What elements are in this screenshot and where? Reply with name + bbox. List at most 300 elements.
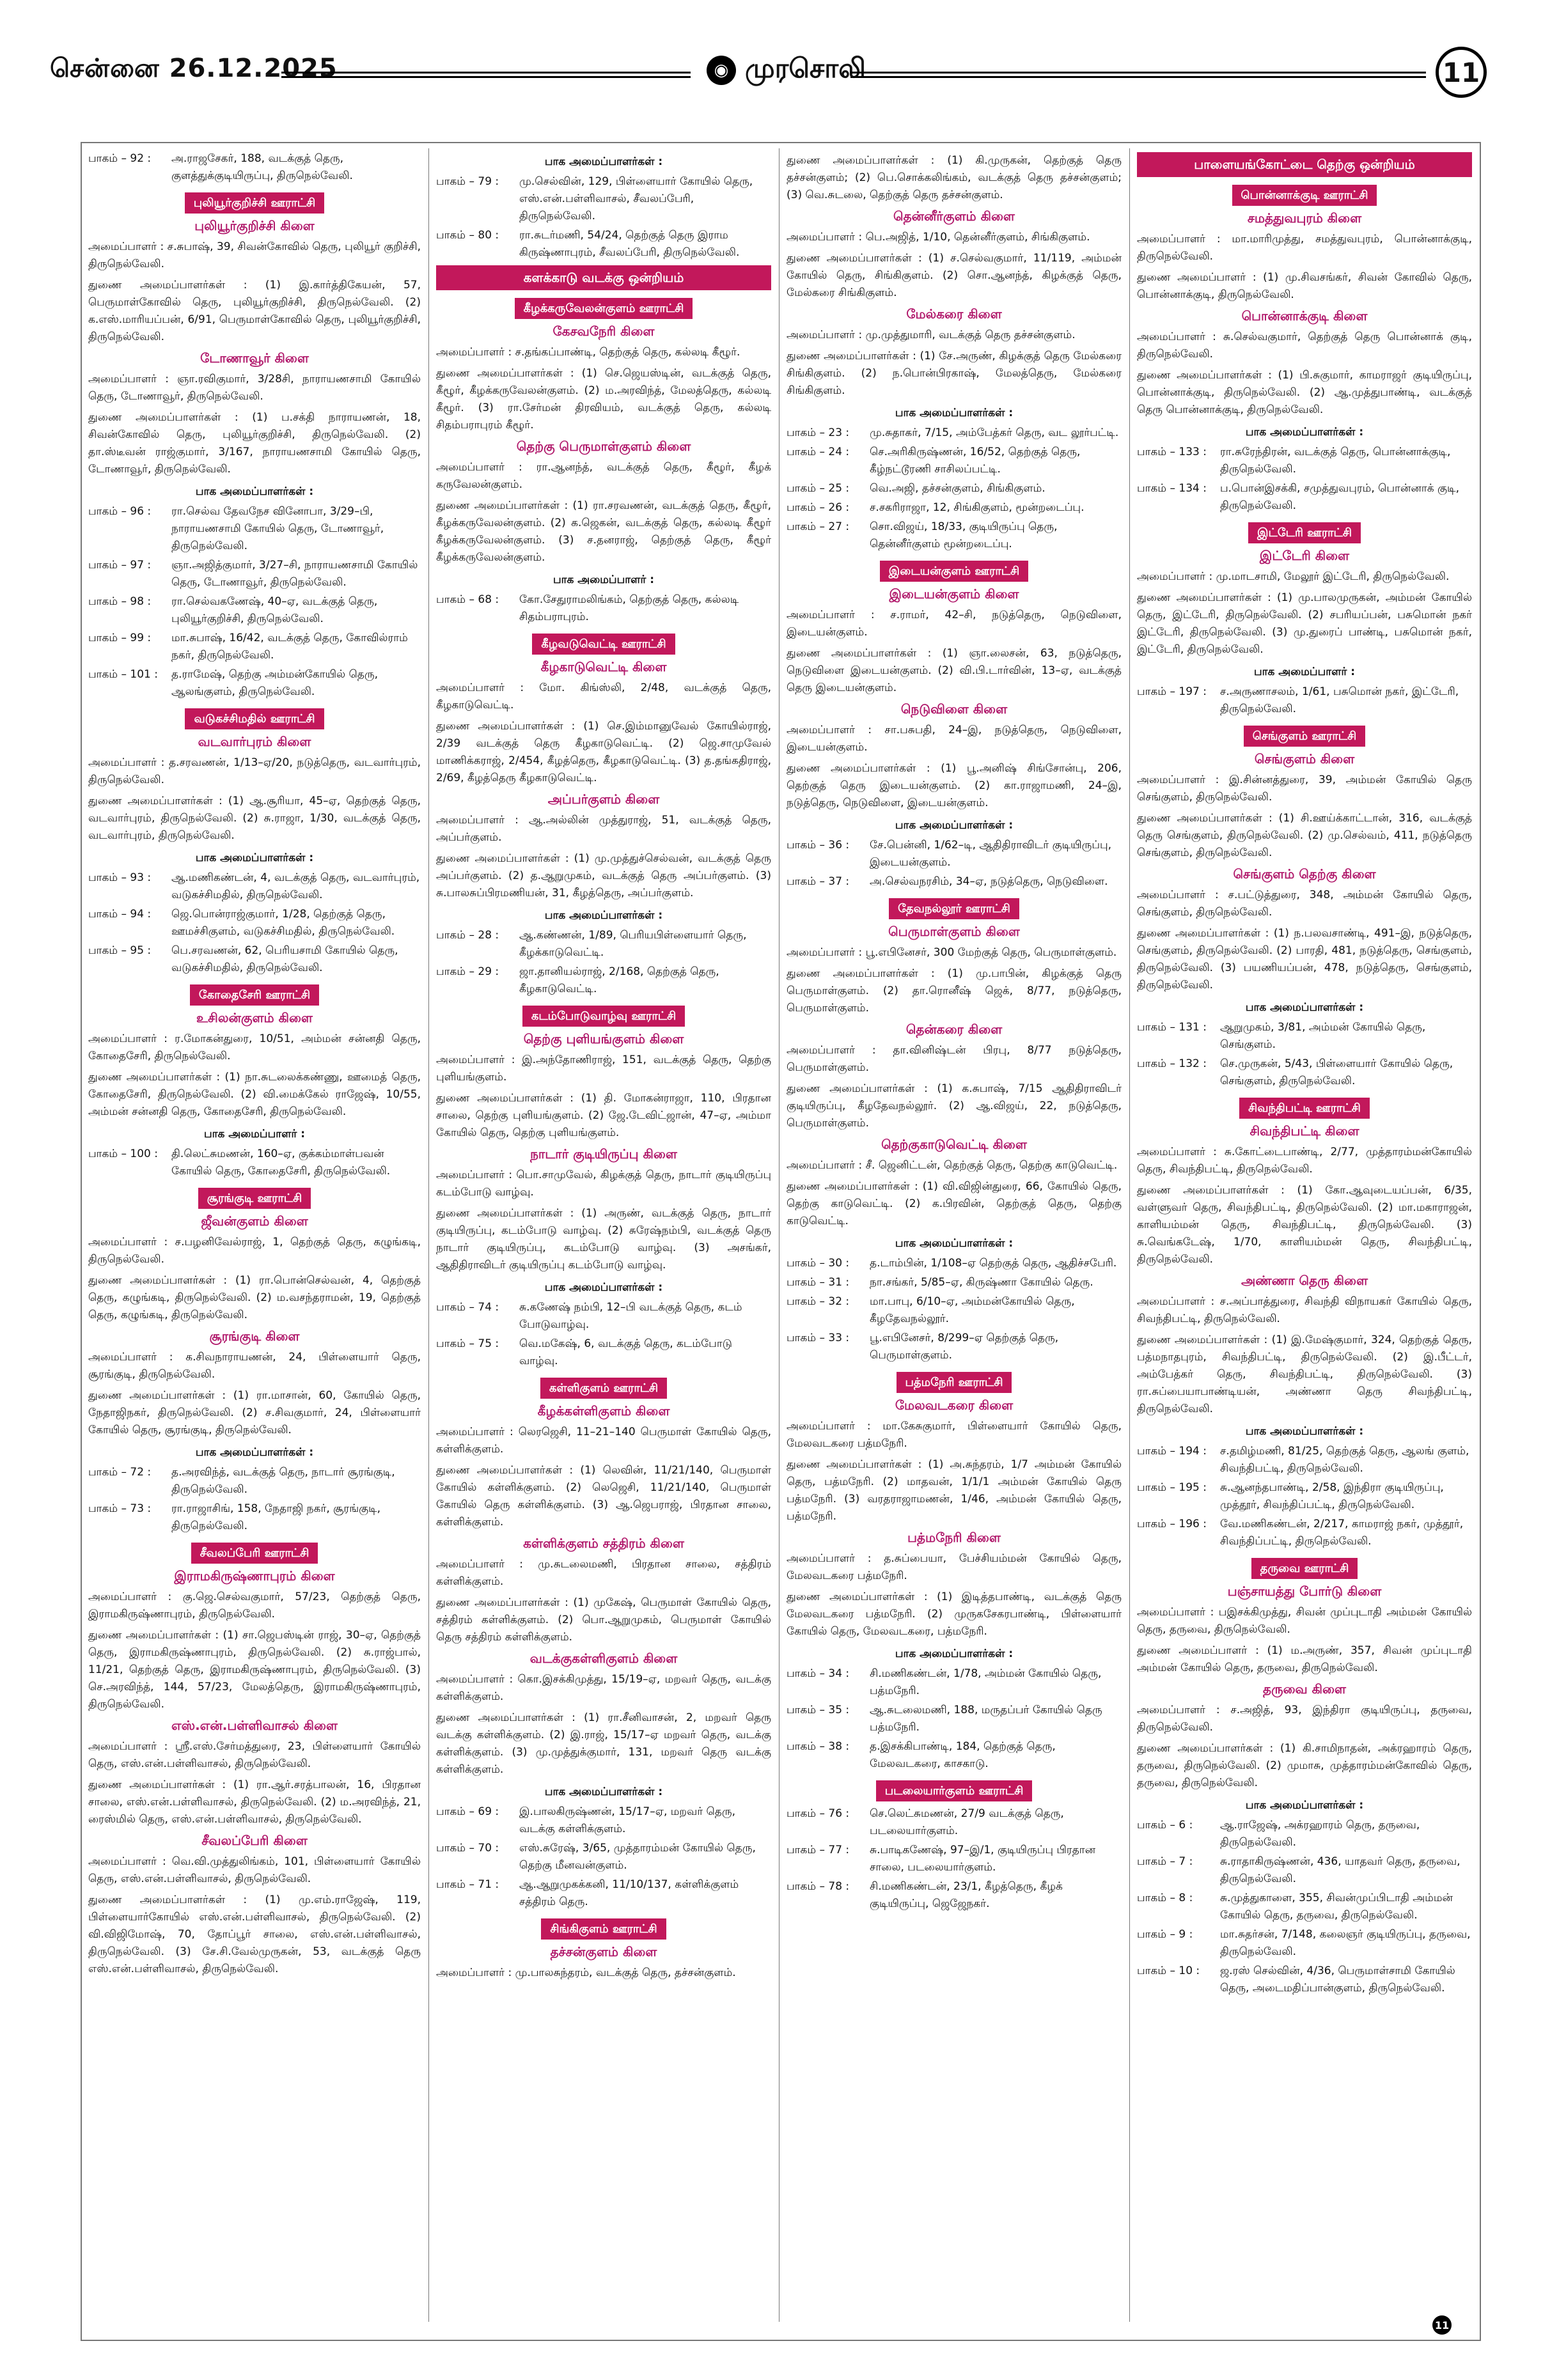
branch-heading: மேல்கரை கிளை bbox=[906, 306, 1002, 322]
panchayat-badge: சீவலப்பேரி ஊராட்சி bbox=[191, 1543, 318, 1564]
deputy-entry: துணை அமைப்பாளர்கள் : (1) இடித்தபாண்டி, வடக்குத் தெரு மேலவடகரை பத்மநேரி. (2) முருகசேகரபாண்டி, பிள்ளையார் கோயில் தெரு, மேலவடகரை, பத்மநேரி. bbox=[787, 1591, 1122, 1638]
panchayat-badge: இட்டேரி ஊராட்சி bbox=[1248, 522, 1361, 543]
branch-heading: ஜீவன்குளம் கிளை bbox=[201, 1213, 308, 1229]
bagam-number: பாகம் – 97 : bbox=[88, 559, 152, 572]
bagam-number: பாகம் – 72 : bbox=[88, 1466, 152, 1479]
bagam-person: இ.பாலகிருஷ்ணன், 15/17–ஏ, மறவர் தெரு, வடக்கு கள்ளிக்குளம். bbox=[519, 1805, 736, 1835]
branch-heading: வடக்குகள்ளிகுளம் கிளை bbox=[529, 1651, 678, 1666]
bagam-person: சு.கணேஷ் நம்பி, 12–பி வடக்குத் தெரு, கடம் போடுவாழ்வு. bbox=[519, 1301, 742, 1331]
bagam-person: மா.பாபு, 6/10–ஏ, அம்மன்கோயில் தெரு, கீழதேவநல்லூர். bbox=[870, 1295, 1075, 1325]
column-2 bbox=[436, 148, 771, 2335]
list-item bbox=[1137, 1853, 1472, 1888]
organizer-entry: அமைப்பாளர் : ஆ.அல்லின் முத்துராஜ், 51, வடக்குத் தெரு, அப்பர்குளம். bbox=[436, 814, 771, 844]
deputy-entry: துணை அமைப்பாளர்கள் : (1) சி.ஊய்க்காட்டான், 316, வடக்குத் தெரு செங்குளம், திருநெல்வேலி. (2) மு.செல்வம், 411, நடுத்தெரு செங்குளம், திருநெல்வேலி. bbox=[1137, 812, 1472, 859]
list-item bbox=[436, 173, 771, 225]
organizer-entry: அமைப்பாளர் : ச.தங்கப்பாண்டி, தெற்குத் தெரு, கல்லடி கீழூர். bbox=[436, 346, 740, 359]
panchayat-badge: செங்குளம் ஊராட்சி bbox=[1244, 726, 1365, 747]
section-subtitle: பாக அமைப்பாளர்கள் : bbox=[1245, 1799, 1364, 1812]
bagam-person: சே.பென்னி, 1/62–டி, ஆதிதிராவிடர் குடியிருப்பு, இடையன்குளம். bbox=[870, 839, 1112, 869]
panchayat-badge: கள்ளிகுளம் ஊராட்சி bbox=[540, 1378, 667, 1399]
section-subtitle: பாக அமைப்பாளர்கள் : bbox=[195, 852, 314, 864]
list-item bbox=[787, 499, 1122, 517]
bagam-number: பாகம் – 69 : bbox=[436, 1805, 499, 1818]
bagam-person: ஜெ.பொன்ராஜ்குமார், 1/28, தெற்குத் தெரு, ஊமச்சிகுளம், வடுகச்சிமதில், திருநெல்வேலி. bbox=[171, 908, 395, 938]
list-item bbox=[436, 1335, 771, 1370]
deputy-entry: துணை அமைப்பாளர்கள் : (1) பூ.அனிஷ் சிங்சோன்பு, 206, தெற்குத் தெரு இடையன்குளம். (2) கா.ராஜாமணி, 24–இ, நடுத்தெரு, நெடுவிளை, இடையன்குளம். bbox=[787, 762, 1122, 809]
bagam-person: ரா.சுடர்மணி, 54/24, தெற்குத் தெரு இராம கிருஷ்ணாபுரம், சீவலப்பேரி, திருநெல்வேலி. bbox=[519, 229, 740, 259]
section-subtitle: பாக அமைப்பாளர்கள் : bbox=[895, 819, 1014, 832]
organizer-entry: அமைப்பாளர் : லெரஜெசி, 11–21–140 பெருமாள் கோயில் தெரு, கள்ளிக்குளம். bbox=[436, 1426, 771, 1456]
bagam-number: பாகம் – 94 : bbox=[88, 908, 152, 921]
section-subtitle: பாக அமைப்பாளர்கள் : bbox=[1245, 1425, 1364, 1438]
panchayat-badge: தருவை ஊராட்சி bbox=[1251, 1558, 1358, 1579]
list-item bbox=[436, 1840, 771, 1874]
deputy-entry: துணை அமைப்பாளர்கள் : (1) இ.மேஷ்குமார், 324, தெற்குத் தெரு, பத்மநாதபுரம், சிவந்திபட்டி, திருநெல்வேலி. (2) இ.பீட்டர், அம்பேத்கர் தெரு, சிவந்திபட்டி, திருநெல்வேலி. (3) ரா.சுப்பையாபாண்டியன், அண்ணா தெரு சிவந்திபட்டி, திருநெல்வேலி. bbox=[1137, 1334, 1472, 1415]
branch-heading: செங்குளம் கிளை bbox=[1254, 751, 1355, 766]
branch-heading: பெருமாள்குளம் கிளை bbox=[888, 924, 1020, 939]
list-item bbox=[787, 837, 1122, 871]
branch-heading: சமத்துவபுரம் கிளை bbox=[1247, 210, 1362, 226]
organizer-entry: அமைப்பாளர் : இ.அந்தோணிராஜ், 151, வடக்குத் தெரு, தெற்கு புளியங்குளம். bbox=[436, 1054, 771, 1084]
panchayat-badge: சூரங்குடி ஊராட்சி bbox=[198, 1188, 311, 1209]
bagam-number: பாகம் – 8 : bbox=[1137, 1892, 1193, 1904]
bagam-person: மு.சுதாகர், 7/15, அம்பேத்கர் தெரு, வட லூர்பட்டி. bbox=[870, 426, 1119, 439]
branch-heading: தெற்குகாடுவெட்டி கிளை bbox=[881, 1137, 1027, 1152]
bagam-person: ரா.சுரேந்திரன், வடக்குத் தெரு, பொன்னாக்குடி, திருநெல்வேலி. bbox=[1220, 446, 1451, 476]
list-item bbox=[88, 630, 421, 664]
deputy-entry: துணை அமைப்பாளர் : (1) ம.அருண், 357, சிவன் முப்புடாதி அம்மன் கோயில் தெரு, தருவை, திருநெல்வேலி. bbox=[1137, 1644, 1472, 1674]
organizer-entry: அமைப்பாளர் : மு.சுடலைமணி, பிரதான சாலை, சத்திரம் கள்ளிக்குளம். bbox=[436, 1558, 771, 1588]
footer-page-number: 11 bbox=[1432, 2315, 1452, 2335]
branch-heading: செங்குளம் தெற்கு கிளை bbox=[1233, 866, 1376, 882]
deputy-entry: துணை அமைப்பாளர்கள் : (1) ரா.சரவணன், வடக்குத் தெரு, கீழூர், கீழக்கருவேலன்குளம். (2) க.ஜெகன், வடக்குத் தெரு, கல்லடி கீழூர் கீழக்கருவேலன்குளம். (3) ச.தனராஜ், தெற்குத் தெரு, கீழூர் கீழக்கருவேலன்குளம். bbox=[436, 499, 771, 564]
bagam-person: சு.ஆனந்தபாண்டி, 2/58, இந்திரா குடியிருப்பு, முத்தூர், சிவந்திப்பட்டி, திருநெல்வேலி. bbox=[1220, 1481, 1444, 1511]
organizer-entry: அமைப்பாளர் : ச.சுபாஷ், 39, சிவன்கோவில் தெரு, புலியூர் குறிச்சி, திருநெல்வேலி. bbox=[88, 240, 421, 270]
bagam-person: ஆ.கண்ணன், 1/89, பெரியபிள்ளையார் தெரு, கீழக்காடுவெட்டி. bbox=[519, 929, 747, 959]
bagam-number: பாகம் – 70 : bbox=[436, 1842, 499, 1855]
list-item bbox=[787, 424, 1122, 442]
bagam-person: ச.அருணாசலம், 1/61, பசுமொன் நகர், இட்டேரி, திருநெல்வேலி. bbox=[1220, 685, 1459, 715]
panchayat-badge: கீழக்கருவேலன்குளம் ஊராட்சி bbox=[515, 298, 693, 319]
branch-heading: தச்சன்குளம் கிளை bbox=[550, 1944, 657, 1959]
list-item bbox=[88, 869, 421, 904]
list-item bbox=[787, 1255, 1122, 1272]
bagam-person: ஆ.மணிகண்டன், 4, வடக்குத் தெரு, வடவார்புரம், வடுகச்சிமதில், திருநெல்வேலி. bbox=[171, 871, 420, 901]
paper-name: முரசொலி bbox=[745, 52, 866, 84]
list-item bbox=[787, 518, 1122, 553]
bagam-number: பாகம் – 27 : bbox=[787, 520, 850, 533]
bagam-person: வெ.அஜி, தச்சன்குளம், சிங்கிகுளம். bbox=[870, 482, 1046, 495]
organizer-entry: அமைப்பாளர் : மா.கேசுகுமார், பிள்ளையார் கோயில் தெரு, மேலவடகரை பத்மநேரி. bbox=[787, 1420, 1122, 1450]
organizer-entry: அமைப்பாளர் : மு.மாடசாமி, மேலூர் இட்டேரி, திருநெல்வேலி. bbox=[1137, 570, 1450, 583]
branch-heading: புலியூர்குறிச்சி கிளை bbox=[194, 218, 315, 233]
bagam-person: ரா.ராஜாசிங், 158, நேதாஜி நகர், சூரங்குடி, திருநெல்வேலி. bbox=[171, 1502, 381, 1532]
list-item bbox=[1137, 1479, 1472, 1514]
organizer-entry: அமைப்பாளர் : பொ.சாமுவேல், கிழக்குத் தெரு, நாடார் குடியிருப்பு கடம்போடு வாழ்வு. bbox=[436, 1169, 771, 1199]
organizer-entry: அமைப்பாளர் : சா.பசுபதி, 24–இ, நடுத்தெரு, நெடுவிளை, இடையன்குளம். bbox=[787, 724, 1122, 754]
bagam-number: பாகம் – 23 : bbox=[787, 426, 850, 439]
bagam-number: பாகம் – 33 : bbox=[787, 1332, 850, 1344]
organizer-entry: அமைப்பாளர் : இ.சின்னத்துரை, 39, அம்மன் கோயில் தெரு செங்குளம், திருநெல்வேலி. bbox=[1137, 774, 1472, 804]
list-item bbox=[88, 503, 421, 555]
section-subtitle: பாக அமைப்பாளர் : bbox=[203, 1128, 306, 1140]
branch-heading: சூரங்குடி கிளை bbox=[209, 1328, 300, 1344]
union-banner: களக்காடு வடக்கு ஒன்றியம் bbox=[436, 265, 771, 290]
bagam-person: செ.அரிகிருஷ்ணன், 16/52, தெற்குத் தெரு, கீழ்நட்டூரணி சாசிலப்பட்டி. bbox=[870, 446, 1081, 476]
list-item bbox=[436, 927, 771, 961]
section-subtitle: பாக அமைப்பாளர் : bbox=[552, 573, 655, 586]
organizer-entry: அமைப்பாளர் : ச.பழனிவேல்ராஜ், 1, தெற்குத் தெரு, கழுங்கடி, திருநெல்வேலி. bbox=[88, 1236, 421, 1266]
panchayat-badge: இடையன்குளம் ஊராட்சி bbox=[880, 561, 1028, 582]
deputy-entry: துணை அமைப்பாளர்கள் : (1) ந.பலவசாண்டி, 491–இ, நடுத்தெரு, செங்குளம், திருநெல்வேலி. (2) பாரதி, 481, நடுத்தெரு, செங்குளம், திருநெல்வேலி. (3) பயணியப்பன், 478, நடுத்தெரு, செங்குளம், திருநெல்வேலி. bbox=[1137, 927, 1472, 992]
deputy-entry: துணை அமைப்பாளர்கள் : (1) செ.இம்மானுவேல் கோயில்ராஜ், 2/39 வடக்குத் தெரு கீழகாடுவெட்டி. (2) ஜெ.சாமுவேல் மாணிக்கராஜ், 2/454, கீழத்தெரு, கீழகாடுவெட்டி. (3) த.தங்கதிராஜ், 2/69, கீழத்தெரு கீழகாடுவெட்டி. bbox=[436, 720, 771, 784]
organizer-entry: அமைப்பாளர் : சு.கோட்டைபாண்டி, 2/77, முத்தாரம்மன்கோயில் தெரு, சிவந்திபட்டி, திருநெல்வேலி. bbox=[1137, 1146, 1472, 1176]
section-subtitle: பாக அமைப்பாளர் : bbox=[1253, 665, 1356, 678]
list-item bbox=[1137, 1890, 1472, 1924]
bagam-person: சு.பாடிகணேஷ், 97–இ/1, குடியிருப்பு பிரதான சாலை, படலையார்குளம். bbox=[870, 1844, 1096, 1874]
bagam-number: பாகம் – 25 : bbox=[787, 482, 850, 495]
deputy-entry: துணை அமைப்பாளர்கள் : (1) வி.விஜின்துரை, 66, கோயில் தெரு, தெற்கு காடுவெட்டி. (2) க.பிரவின், தெற்குத் தெரு, தெற்கு காடுவெட்டி. bbox=[787, 1180, 1122, 1227]
list-item bbox=[436, 963, 771, 998]
deputy-entry: துணை அமைப்பாளர்கள் : (1) அ.சுந்தரம், 1/7 அம்மன் கோயில் தெரு, பத்மநேரி. (2) மாதவன், 1/1/1 அம்மன் கோயில் தெரு பத்மநேரி. (3) வரதராஜாமணன், 1/46, அம்மன் கோயில் தெரு, பத்மநேரி. bbox=[787, 1458, 1122, 1523]
organizer-entry: அமைப்பாளர் : ர.மோகன்துரை, 10/51, அம்மன் சன்னதி தெரு, கோதைசேரி, திருநெல்வேலி. bbox=[88, 1032, 421, 1062]
list-item bbox=[88, 666, 421, 701]
drum-logo-icon: ◉ bbox=[707, 56, 736, 85]
deputy-entry: துணை அமைப்பாளர்கள் : (1) இ.கார்த்திகேயன், 57, பெருமாள்கோவில் தெரு, புலியூர்குறிச்சி, திருநெல்வேலி. (2) க.எஸ்.மாரியப்பன், 6/91, பெருமாள்கோவில் தெரு, புலியூர்குறிச்சி, திருநெல்வேலி. bbox=[88, 279, 421, 343]
section-subtitle: பாக அமைப்பாளர்கள் : bbox=[195, 485, 314, 498]
bagam-person: ரா.செல்வகணேஷ், 40–ஏ, வடக்குத் தெரு, புலியூர்குறிச்சி, திருநெல்வேலி. bbox=[171, 595, 378, 625]
deputy-entry: துணை அமைப்பாளர்கள் : (1) ச.செல்வகுமார், 11/119, அம்மன் கோயில் தெரு, சிங்கிகுளம். (2) சொ.ஆனந்த், கிழக்குத் தெரு, மேல்கரை சிங்கிகுளம். bbox=[787, 252, 1122, 299]
bagam-number: பாகம் – 32 : bbox=[787, 1295, 850, 1308]
deputy-entry: துணை அமைப்பாளர்கள் : (1) தி. மோகன்ராஜா, 110, பிரதான சாலை, தெற்கு புளியங்குளம். (2) ஜே.டேவிட்ஜான், 47–ஏ, அம்மா கோயில் தெரு, தெற்கு புளியங்குளம். bbox=[436, 1092, 771, 1139]
branch-heading: இடையன்குளம் கிளை bbox=[889, 586, 1019, 602]
deputy-entry: துணை அமைப்பாளர்கள் : (1) முகேஷ், பெருமாள் கோயில் தெரு, சத்திரம் கள்ளிக்குளம். (2) பொ.ஆறுமுகம், பெருமாள் கோயில் தெரு சத்திரம் கள்ளிக்குளம். bbox=[436, 1596, 771, 1644]
bagam-person: ஆறுமுகம், 3/81, அம்மன் கோயில் தெரு, செங்குளம். bbox=[1220, 1021, 1426, 1051]
bagam-number: பாகம் – 92 : bbox=[88, 152, 152, 165]
organizer-entry: அமைப்பாளர் : மு.முத்துமாரி, வடக்குத் தெரு தச்சன்குளம். bbox=[787, 329, 1076, 341]
bagam-person: சொ.விஜய், 18/33, குடியிருப்பு தெரு, தென்னீர்குளம் மூன்றடைப்பு. bbox=[870, 520, 1058, 550]
branch-heading: பத்மநேரி கிளை bbox=[907, 1530, 1001, 1545]
bagam-number: பாகம் – 78 : bbox=[787, 1880, 850, 1893]
bagam-person: ச.சகரிராஜா, 12, சிங்கிகுளம், மூன்றடைப்பு. bbox=[870, 501, 1085, 514]
branch-heading: அண்ணா தெரு கிளை bbox=[1241, 1273, 1368, 1288]
branch-heading: நெடுவிளை கிளை bbox=[900, 701, 1008, 717]
bagam-person: மா.சுபாஷ், 16/42, வடக்குத் தெரு, கோவில்ராம் நகர், திருநெல்வேலி. bbox=[171, 632, 408, 662]
branch-heading: கீழகாடுவெட்டி கிளை bbox=[540, 659, 667, 674]
bagam-person: ஞா.அஜித்குமார், 3/27–சி, நாராயணசாமி கோயில் தெரு, டோணாவூர், திருநெல்வேலி. bbox=[171, 559, 418, 589]
organizer-entry: அமைப்பாளர் : ஸ்ரீ.எஸ்.சேர்மத்துரை, 23, பிள்ளையார் கோயில் தெரு, எஸ்.என்.பள்ளிவாசல், திருநெல்வேலி. bbox=[88, 1740, 421, 1770]
deputy-entry: துணை அமைப்பாளர்கள் : (1) செ.ஜெயஸ்டின், வடக்குத் தெரு, கீழூர், கீழக்கருவேலன்குளம். (2) ம.அரவிந்த், மேலத்தெரு, கல்லடி கீழூர். (3) ரா.சேர்மன் திரவியம், வடக்குத் தெரு, கல்லடி சிதம்பராபுரம் கீழூர். bbox=[436, 367, 771, 432]
deputy-entry: துணை அமைப்பாளர்கள் : (1) கோ.ஆவுடையப்பன், 6/35, வள்ளுவர் தெரு, சிவந்திபட்டி, திருநெல்வேலி. (2) மா.மகாராஜன், காளியம்மன் தெரு, சிவந்திபட்டி, திருநெல்வேலி. (3) சு.வெங்கடேஷ், 1/70, காளியம்மன் தெரு, சிவந்திபட்டி, திருநெல்வேலி. bbox=[1137, 1184, 1472, 1266]
organizer-entry: அமைப்பாளர் : ரா.ஆனந்த், வடக்குத் தெரு, கீழூர், கீழக் கருவேலன்குளம். bbox=[436, 461, 771, 491]
deputy-entry: துணை அமைப்பாளர்கள் : (1) ரா.பொன்செல்வன், 4, தெற்குத் தெரு, கழுங்கடி, திருநெல்வேலி. (2) ம.வசந்தராமன், 19, தெற்குத் தெரு, கழுங்கடி, திருநெல்வேலி. bbox=[88, 1274, 421, 1321]
list-item bbox=[787, 873, 1122, 891]
deputy-entry: துணை அமைப்பாளர்கள் : (1) சே.அருண், கிழக்குத் தெரு மேல்கரை சிங்கிகுளம். (2) ந.பொன்பிரகாஷ், மேலத்தெரு, மேல்கரை சிங்கிகுளம். bbox=[787, 350, 1122, 397]
list-item bbox=[1137, 480, 1472, 515]
organizer-entry: அமைப்பாளர் : த.சரவணன், 1/13–ஏ/20, நடுத்தெரு, வடவார்புரம், திருநெல்வேலி. bbox=[88, 756, 421, 786]
branch-heading: கீழக்கள்ளிகுளம் கிளை bbox=[537, 1403, 670, 1419]
list-item bbox=[88, 906, 421, 940]
section-subtitle: பாக அமைப்பாளர்கள் : bbox=[544, 155, 663, 168]
organizer-entry: அமைப்பாளர் : த.சுப்பையா, பேச்சியம்மன் கோயில் தெரு, மேலவடகரை பத்மநேரி. bbox=[787, 1552, 1122, 1582]
panchayat-badge: சிங்கிகுளம் ஊராட்சி bbox=[541, 1918, 666, 1940]
list-item bbox=[88, 1500, 421, 1535]
list-item bbox=[1137, 1963, 1472, 1997]
list-item bbox=[436, 227, 771, 261]
bagam-person: அ.ராஜசேகர், 188, வடக்குத் தெரு, குளத்துக்குடியிருப்பு, திருநெல்வேலி. bbox=[171, 152, 353, 182]
bagam-person: தி.லெட்சுமணன், 160–ஏ, குக்கம்மாள்பவன் கோயில் தெரு, கோதைசேரி, திருநெல்வேலி. bbox=[171, 1147, 391, 1178]
section-subtitle: பாக அமைப்பாளர்கள் : bbox=[544, 909, 663, 922]
bagam-number: பாகம் – 100 : bbox=[88, 1147, 158, 1160]
deputy-entry: துணை அமைப்பாளர்கள் : (1) மு.எம்.ராஜேஷ், 119, பிள்ளையார்கோயில் எஸ்.என்.பள்ளிவாசல், திருநெல்வேலி. (2) வி.விஜிமோஷ், 70, தோப்பூர் சாலை, எஸ்.என்.பள்ளிவாசல், திருநெல்வேலி. (3) சே.சி.வேல்முருகன், 53, வடக்குத் தெரு எஸ்.என்.பள்ளிவாசல், திருநெல்வேலி. bbox=[88, 1894, 421, 1975]
section-subtitle: பாக அமைப்பாளர்கள் : bbox=[895, 1237, 1014, 1250]
column-divider bbox=[428, 148, 429, 2322]
organizer-entry: அமைப்பாளர் : மா.மாரிமுத்து, சமத்துவபுரம், பொன்னாக்குடி, திருநெல்வேலி. bbox=[1137, 233, 1472, 263]
bagam-person: பெ.சரவணன், 62, பெரியசாமி கோயில் தெரு, வடுகச்சிமதில், திருநெல்வேலி. bbox=[171, 944, 398, 974]
page-number: 11 bbox=[1436, 47, 1487, 98]
organizer-entry: அமைப்பாளர் : ச.அப்பாத்துரை, சிவந்தி விநாயகர் கோயில் தெரு, சிவந்திபட்டி, திருநெல்வேலி. bbox=[1137, 1295, 1472, 1325]
deputy-entry: துணை அமைப்பாளர் : (1) மு.சிவசங்கர், சிவன் கோவில் தெரு, பொன்னாக்குடி, திருநெல்வேலி. bbox=[1137, 271, 1472, 301]
panchayat-badge: கீழவடுவெட்டி ஊராட்சி bbox=[532, 634, 675, 655]
bagam-number: பாகம் – 37 : bbox=[787, 875, 850, 888]
organizer-entry: அமைப்பாளர் : ச.அஜித், 93, இந்திரா குடியிருப்பு, தருவை, திருநெல்வேலி. bbox=[1137, 1704, 1472, 1734]
bagam-person: வெ.மகேஷ், 6, வடக்குத் தெரு, கடம்போடு வாழ்வு. bbox=[519, 1337, 732, 1367]
section-subtitle: பாக அமைப்பாளர்கள் : bbox=[544, 1785, 663, 1798]
list-item bbox=[787, 1805, 1122, 1840]
bagam-person: செ.லெட்சுமணன், 27/9 வடக்குத் தெரு, படலையார்குளம். bbox=[870, 1807, 1064, 1837]
bagam-person: ஆ.சுடலைமணி, 188, மருதப்பர் கோயில் தெரு பத்மநேரி. bbox=[870, 1704, 1102, 1734]
organizer-entry: அமைப்பாளர் : மு.பாலசுந்தரம், வடக்குத் தெரு, தச்சன்குளம். bbox=[436, 1966, 736, 1979]
deputy-entry: துணை அமைப்பாளர்கள் : (1) ரா.ஆர்.சரத்பாலன், 16, பிரதான சாலை, எஸ்.என்.பள்ளிவாசல், திருநெல்வேலி. (2) ம.அரவிந்த், 21, ரைஸ்மில் தெரு, எஸ்.என்.பள்ளிவாசல், திருநெல்வேலி. bbox=[88, 1778, 421, 1826]
paper-logo bbox=[707, 52, 866, 88]
bagam-number: பாகம் – 10 : bbox=[1137, 1964, 1200, 1977]
list-item bbox=[1137, 1019, 1472, 1054]
bagam-person: த.ராமேஷ், தெற்கு அம்மன்கோயில் தெரு, ஆலங்குளம், திருநெல்வேலி. bbox=[171, 668, 378, 698]
bagam-person: த.டாம்பின், 1/108–ஏ தெற்குத் தெரு, ஆதிச்சபேரி. bbox=[870, 1257, 1117, 1270]
bagam-person: சு.முத்துகாளை, 355, சிவன்முப்பிடாதி அம்மன் கோயில் தெரு, தருவை, திருநெல்வேலி. bbox=[1220, 1892, 1453, 1922]
organizer-entry: அமைப்பாளர் : பெ.அஜித், 1/10, தென்னீர்குளம், சிங்கிகுளம். bbox=[787, 231, 1090, 244]
bagam-person: ரா.செல்வ தேவநேச வினோபா, 3/29–பி, நாராயணசாமி கோயில் தெரு, டோணாவூர், திருநெல்வேலி. bbox=[171, 505, 384, 552]
organizer-entry: அமைப்பாளர் : ச.ராமர், 42–சி, நடுத்தெரு, நெடுவிளை, இடையன்குளம். bbox=[787, 609, 1122, 639]
bagam-number: பாகம் – 132 : bbox=[1137, 1057, 1207, 1070]
bagam-person: செ.முருகன், 5/43, பிள்ளையார் கோயில் தெரு, செங்குளம், திருநெல்வேலி. bbox=[1220, 1057, 1453, 1087]
bagam-number: பாகம் – 98 : bbox=[88, 595, 152, 608]
bagam-person: சி.மணிகண்டன், 1/78, அம்மன் கோயில் தெரு, பத்மநேரி. bbox=[870, 1667, 1102, 1697]
deputy-entry: துணை அமைப்பாளர்கள் : (1) லெவின், 11/21/140, பெருமாள் கோயில் கள்ளிக்குளம். (2) லெஜெசி, 11/21/140, பெருமாள் கோயில் தெரு கள்ளிக்குளம். (3) ஆ.ஜெபராஜ், பிரதான சாலை, கள்ளிக்குளம். bbox=[436, 1464, 771, 1528]
bagam-person: மா.சுதர்சன், 7/148, கலைஞர் குடியிருப்பு, தருவை, திருநெல்வேலி. bbox=[1220, 1928, 1471, 1958]
bagam-number: பாகம் – 196 : bbox=[1137, 1518, 1207, 1530]
organizer-entry: அமைப்பாளர் : வெ.வி.முத்துலிங்கம், 101, பிள்ளையார் கோயில் தெரு, எஸ்.என்.பள்ளிவாசல், திருநெல்வேலி. bbox=[88, 1855, 421, 1885]
branch-heading: உசிலன்குளம் கிளை bbox=[196, 1010, 313, 1025]
list-item bbox=[787, 1738, 1122, 1773]
bagam-number: பாகம் – 29 : bbox=[436, 965, 499, 978]
deputy-entry: துணை அமைப்பாளர்கள் : (1) பி.சுகுமார், காமராஜர் குடியிருப்பு, பொன்னாக்குடி, திருநெல்வேலி. (2) ஆ.முத்துபாண்டி, வடக்குத் தெரு பொன்னாக்குடி, திருநெல்வேலி. bbox=[1137, 369, 1472, 416]
branch-heading: தென்கரை கிளை bbox=[905, 1022, 1003, 1037]
bagam-number: பாகம் – 195 : bbox=[1137, 1481, 1207, 1494]
bagam-person: எஸ்.சுரேஷ், 3/65, முத்தாரம்மன் கோயில் தெரு, தெற்கு மீனவன்குளம். bbox=[519, 1842, 756, 1872]
branch-heading: இராமகிருஷ்ணாபுரம் கிளை bbox=[174, 1568, 335, 1583]
panchayat-badge: கடம்போடுவாழ்வு ஊராட்சி bbox=[522, 1006, 685, 1027]
branch-heading: சீவலப்பேரி கிளை bbox=[201, 1833, 308, 1848]
organizer-entry: அமைப்பாளர் : கு.ஜெ.செல்வகுமார், 57/23, தெற்குத் தெரு, இராமகிருஷ்ணாபுரம், திருநெல்வேலி. bbox=[88, 1591, 421, 1621]
organizer-entry: அமைப்பாளர் : மோ. கிங்ஸ்லி, 2/48, வடக்குத் தெரு, கீழகாடுவெட்டி. bbox=[436, 681, 771, 712]
masthead bbox=[0, 0, 1543, 147]
deputy-entry: துணை அமைப்பாளர்கள் : (1) ப.சக்தி நாராயணன், 18, சிவன்கோவில் தெரு, புலியூர்குறிச்சி, திருநெல்வேலி. (2) தா.ஸ்டீவன் ராஜ்குமார், 3/167, நாராயணசாமி கோயில் தெரு, டோணாவூர், திருநெல்வேலி. bbox=[88, 411, 421, 476]
list-item bbox=[787, 1293, 1122, 1328]
bagam-number: பாகம் – 93 : bbox=[88, 871, 152, 884]
bagam-number: பாகம் – 9 : bbox=[1137, 1928, 1193, 1941]
section-subtitle: பாக அமைப்பாளர்கள் : bbox=[544, 1281, 663, 1294]
organizer-entry: அமைப்பாளர் : க.சிவநாராயணன், 24, பிள்ளையார் தெரு, சூரங்குடி, திருநெல்வேலி. bbox=[88, 1351, 421, 1381]
deputy-entry: துணை அமைப்பாளர்கள் : (1) கி.சாமிநாதன், அக்ரஹாரம் தெரு, தருவை, திருநெல்வேலி. (2) முமாசு, முத்தாரம்மன்கோவில் தெரு, தருவை, திருநெல்வேலி. bbox=[1137, 1742, 1472, 1789]
issue-date: சென்னை 26.12.2025 bbox=[50, 54, 338, 83]
bagam-person: ஜா.தானியல்ராஜ், 2/168, தெற்குத் தெரு, கீழகாடுவெட்டி. bbox=[519, 965, 719, 995]
deputy-entry: துணை அமைப்பாளர்கள் : (1) மு.முத்துச்செல்வன், வடக்குத் தெரு அப்பர்குளம். (2) த.ஆறுமுகம், வடக்குத் தெரு அப்பர்குளம். (3) சு.பாலசுப்பிரமணியன், 31, கீழத்தெரு, அப்பர்குளம். bbox=[436, 852, 771, 899]
list-item bbox=[1137, 444, 1472, 478]
bagam-number: பாகம் – 24 : bbox=[787, 446, 850, 458]
deputy-entry: துணை அமைப்பாளர்கள் : (1) க.சுபாஷ், 7/15 ஆதிதிராவிடர் குடியிருப்பு, கீழதேவநல்லூர். (2) ஆ.விஜய், 22, நடுத்தெரு, பெருமாள்குளம். bbox=[787, 1082, 1122, 1130]
bagam-person: ஆ.ஆறுமுகக்கனி, 11/10/137, கள்ளிக்குளம் சத்திரம் தெரு. bbox=[519, 1878, 739, 1908]
list-item bbox=[1137, 1516, 1472, 1550]
branch-heading: நாடார் குடியிருப்பு கிளை bbox=[530, 1146, 677, 1162]
bagam-number: பாகம் – 134 : bbox=[1137, 482, 1207, 495]
bagam-number: பாகம் – 31 : bbox=[787, 1276, 850, 1289]
section-subtitle: பாக அமைப்பாளர்கள் : bbox=[895, 407, 1014, 419]
list-item bbox=[787, 1665, 1122, 1700]
branch-heading: இட்டேரி கிளை bbox=[1259, 548, 1350, 563]
organizer-entry: அமைப்பாளர் : ச.பட்டுத்துரை, 348, அம்மன் கோயில் தெரு, செங்குளம், திருநெல்வேலி. bbox=[1137, 889, 1472, 919]
panchayat-badge: படலையார்குளம் ஊராட்சி bbox=[876, 1780, 1033, 1801]
deputy-entry: துணை அமைப்பாளர்கள் : (1) சா.ஜெபஸ்டின் ராஜ், 30–ஏ, தெற்குத் தெரு, இராமகிருஷ்ணாபுரம், திருநெல்வேலி. (2) சு.ராஜ்பால், 11/21, தெற்குத் தெரு, இராமகிருஷ்ணாபுரம், திருநெல்வேலி. (3) செ.அரவிந்த், 144, 57/23, மேலத்தெரு, இராமகிருஷ்ணாபுரம், திருநெல்வேலி. bbox=[88, 1629, 421, 1711]
bagam-number: பாகம் – 101 : bbox=[88, 668, 158, 681]
bagam-number: பாகம் – 77 : bbox=[787, 1844, 850, 1856]
list-item bbox=[787, 1274, 1122, 1291]
branch-heading: கேசவநேரி கிளை bbox=[552, 323, 655, 339]
list-item bbox=[1137, 1443, 1472, 1477]
column-divider bbox=[1129, 148, 1130, 2322]
deputy-entry: துணை அமைப்பாளர்கள் : (1) அருண், வடக்குத் தெரு, நாடார் குடியிருப்பு, கடம்போடு வாழ்வு. (2) சுரேஷ்நம்பி, வடக்குத் தெரு நாடார் குடியிருப்பு, கடம்போடு வாழ்வு. (3) அசங்கர், ஆதிதிராவிடர் குடியிருப்பு கடம்போடு வாழ்வு. bbox=[436, 1207, 771, 1272]
list-item bbox=[88, 557, 421, 591]
header-rule-left bbox=[281, 72, 691, 78]
list-item bbox=[787, 1702, 1122, 1736]
deputy-entry: துணை அமைப்பாளர்கள் : (1) மு.பாபின், கிழக்குத் தெரு பெருமாள்குளம். (2) தா.ரொனீஷ் ஜெக், 8/77, நடுத்தெரு, பெருமாள்குளம். bbox=[787, 967, 1122, 1015]
branch-heading: கள்ளிக்குளம் சத்திரம் கிளை bbox=[523, 1536, 684, 1551]
panchayat-badge: வடுகச்சிமதில் ஊராட்சி bbox=[185, 708, 324, 729]
bagam-number: பாகம் – 75 : bbox=[436, 1337, 499, 1350]
bagam-number: பாகம் – 99 : bbox=[88, 632, 152, 644]
list-item bbox=[88, 942, 421, 977]
bagam-number: பாகம் – 95 : bbox=[88, 944, 152, 957]
branch-heading: தென்னீர்குளம் கிளை bbox=[893, 208, 1015, 224]
bagam-person: ப.பொன்இசக்கி, சமுத்துவபுரம், பொன்னாக் குடி, திருநெல்வேலி. bbox=[1220, 482, 1459, 512]
bagam-person: ஆ.ராஜேஷ், அக்ரஹாரம் தெரு, தருவை, திருநெல்வேலி. bbox=[1220, 1819, 1420, 1849]
organizer-entry: அமைப்பாளர் : ஞா.ரவிகுமார், 3/28சி, நாராயணசாமி கோயில் தெரு, டோணாவூர், திருநெல்வேலி. bbox=[88, 373, 421, 403]
branch-heading: தருவை கிளை bbox=[1263, 1681, 1346, 1697]
list-item bbox=[436, 1299, 771, 1334]
bagam-person: அ.செல்வநரசிம், 34–ஏ, நடுத்தெரு, நெடுவிளை. bbox=[870, 875, 1108, 888]
bagam-number: பாகம் – 76 : bbox=[787, 1807, 850, 1820]
list-item bbox=[787, 1878, 1122, 1913]
list-item bbox=[1137, 1926, 1472, 1961]
branch-heading: பொன்னாக்குடி கிளை bbox=[1241, 308, 1368, 323]
bagam-person: வே.மணிகண்டன், 2/217, காமராஜ் நகர், முத்தூர், சிவந்திப்பட்டி, திருநெல்வேலி. bbox=[1220, 1518, 1464, 1548]
panchayat-badge: கோதைசேரி ஊராட்சி bbox=[190, 984, 319, 1006]
bagam-person: ச.தமிழ்மணி, 81/25, தெற்குத் தெரு, ஆலங் குளம், சிவந்திபட்டி, திருநெல்வேலி. bbox=[1220, 1445, 1469, 1475]
list-item bbox=[88, 593, 421, 628]
column-3 bbox=[787, 148, 1122, 2335]
panchayat-badge: புலியூர்குறிச்சி ஊராட்சி bbox=[185, 192, 324, 214]
list-item bbox=[787, 444, 1122, 478]
column-4 bbox=[1137, 148, 1472, 2335]
bagam-number: பாகம் – 96 : bbox=[88, 505, 152, 518]
section-subtitle: பாக அமைப்பாளர்கள் : bbox=[895, 1647, 1014, 1660]
organizer-entry: அமைப்பாளர் : கொ.இசக்கிமுத்து, 15/19–ஏ, மறவர் தெரு, வடக்கு கள்ளிக்குளம். bbox=[436, 1673, 771, 1703]
deputy-entry: துணை அமைப்பாளர்கள் : (1) ரா.சீனிவாசன், 2, மறவர் தெரு வடக்கு கள்ளிக்குளம். (2) இ.ராஜ், 15/17–ஏ மறவர் தெரு, வடக்கு கள்ளிக்குளம். (3) மு.முத்துக்குமார், 131, மறவர் தெரு வடக்கு கள்ளிக்குளம். bbox=[436, 1711, 771, 1776]
branch-heading: அப்பர்குளம் கிளை bbox=[547, 791, 660, 807]
section-subtitle: பாக அமைப்பாளர்கள் : bbox=[1245, 1001, 1364, 1014]
deputy-entry: துணை அமைப்பாளர்கள் : (1) ஆ.சூரியா, 45–ஏ, தெற்குத் தெரு, வடவார்புரம், திருநெல்வேலி. (2) சு.ராஜா, 1/30, வடக்குத் தெரு, வடவார்புரம், திருநெல்வேலி. bbox=[88, 795, 421, 842]
panchayat-badge: தேவநல்லூர் ஊராட்சி bbox=[889, 898, 1019, 919]
bagam-number: பாகம் – 28 : bbox=[436, 929, 499, 942]
organizer-entry: அமைப்பாளர் : சீ. ஜெனிட்டன், தெற்குத் தெரு, தெற்கு காடுவெட்டி. bbox=[787, 1159, 1118, 1172]
bagam-person: த.இசக்கிபாண்டி, 184, தெற்குத் தெரு, மேலவடகரை, காசகாடு. bbox=[870, 1740, 1056, 1770]
list-item bbox=[787, 480, 1122, 497]
organizer-entry: அமைப்பாளர் : பஇசக்கிமுத்து, சிவன் முப்புடாதி அம்மன் கோயில் தெரு, தருவை, திருநெல்வேலி. bbox=[1137, 1606, 1472, 1636]
deputy-entry: துணை அமைப்பாளர்கள் : (1) நா.சுடலைக்கண்ணு, ஊமைத் தெரு, கோதைசேரி, திருநெல்வேலி. (2) வி.மைக்கேல் ராஜேஷ், 10/55, அம்மன் சன்னதி தெரு, கோதைசேரி, திருநெல்வேலி. bbox=[88, 1071, 421, 1118]
panchayat-badge: சிவந்திபட்டி ஊராட்சி bbox=[1239, 1098, 1370, 1119]
bagam-number: பாகம் – 34 : bbox=[787, 1667, 850, 1680]
bagam-number: பாகம் – 7 : bbox=[1137, 1855, 1193, 1868]
bagam-person: கோ.சேதுராமலிங்கம், தெற்குத் தெரு, கல்லடி சிதம்பராபுரம். bbox=[519, 593, 739, 623]
list-item bbox=[1137, 1817, 1472, 1851]
list-item bbox=[88, 1146, 421, 1180]
branch-heading: டோணாவூர் கிளை bbox=[200, 350, 309, 366]
deputy-entry: துணை அமைப்பாளர்கள் : (1) கி.முருகன், தெற்குத் தெரு தச்சன்குளம்; (2) பெ.சொக்கலிங்கம், வடக்குத் தெரு தச்சன்குளம்; (3) வெ.சுடலை, தெற்குத் தெரு தச்சன்குளம். bbox=[787, 154, 1122, 201]
bagam-number: பாகம் – 6 : bbox=[1137, 1819, 1193, 1832]
bagam-number: பாகம் – 71 : bbox=[436, 1878, 499, 1891]
column-1 bbox=[88, 148, 421, 2335]
bagam-person: பூ.எபினேசர், 8/299–ஏ தெற்குத் தெரு, பெருமாள்குளம். bbox=[870, 1332, 1059, 1362]
list-item bbox=[436, 1803, 771, 1838]
list-item bbox=[1137, 1055, 1472, 1090]
organizer-entry: அமைப்பாளர் : தா.வினிஷ்டன் பிரபு, 8/77 நடுத்தெரு, பெருமாள்குளம். bbox=[787, 1044, 1122, 1074]
bagam-person: மு.செல்வின், 129, பிள்ளையார் கோயில் தெரு, எஸ்.என்.பள்ளிவாசல், சீவலப்பேரி, திருநெல்வேலி. bbox=[519, 175, 753, 222]
panchayat-badge: பத்மநேரி ஊராட்சி bbox=[897, 1372, 1012, 1393]
branch-heading: வடவார்புரம் கிளை bbox=[198, 734, 311, 749]
branch-heading: தெற்கு புளியங்குளம் கிளை bbox=[523, 1031, 684, 1046]
organizer-entry: அமைப்பாளர் : பூ.எபினேசர், 300 மேற்குத் தெரு, பெருமாள்குளம். bbox=[787, 946, 1117, 959]
branch-heading: சிவந்திபட்டி கிளை bbox=[1249, 1123, 1359, 1139]
branch-heading: பஞ்சாயத்து போர்டு கிளை bbox=[1227, 1583, 1382, 1599]
bagam-number: பாகம் – 79 : bbox=[436, 175, 499, 188]
panchayat-badge: பொன்னாக்குடி ஊராட்சி bbox=[1232, 185, 1377, 206]
bagam-number: பாகம் – 131 : bbox=[1137, 1021, 1207, 1034]
deputy-entry: துணை அமைப்பாளர்கள் : (1) ரா.மாசான், 60, கோயில் தெரு, நேதாஜிநகர், திருநெல்வேலி. (2) ச.சிவகுமார், 24, பிள்ளையார் கோயில் தெரு, சூரங்குடி, திருநெல்வேலி. bbox=[88, 1389, 421, 1436]
header-rule-right bbox=[850, 72, 1426, 78]
list-item bbox=[88, 1464, 421, 1498]
union-banner: பாளையங்கோட்டை தெற்கு ஒன்றியம் bbox=[1137, 152, 1472, 177]
bagam-person: ஜ.ரஸ் செல்வின், 4/36, பெருமாள்சாமி கோயில் தெரு, அடைமதிப்பான்குளம், திருநெல்வேலி. bbox=[1220, 1964, 1455, 1995]
list-item bbox=[787, 1842, 1122, 1876]
bagam-number: பாகம் – 26 : bbox=[787, 501, 850, 514]
deputy-entry: துணை அமைப்பாளர்கள் : (1) ஞா.லைசன், 63, நடுத்தெரு, நெடுவிளை இடையன்குளம். (2) வி.பி.டார்வின், 13–ஏ, வடக்குத் தெரு இடையன்குளம். bbox=[787, 647, 1122, 694]
bagam-number: பாகம் – 73 : bbox=[88, 1502, 152, 1515]
deputy-entry: துணை அமைப்பாளர்கள் : (1) மு.பாலமுருகன், அம்மன் கோயில் தெரு, இட்டேரி, திருநெல்வேலி. (2) சபரியப்பன், பசுமொன் நகர் இட்டேரி, திருநெல்வேலி. (3) மு.துரைப் பாண்டி, பசுமொன் நகர், இட்டேரி, திருநெல்வேலி. bbox=[1137, 591, 1472, 656]
section-subtitle: பாக அமைப்பாளர்கள் : bbox=[195, 1446, 314, 1459]
list-item bbox=[436, 591, 771, 626]
bagam-number: பாகம் – 38 : bbox=[787, 1740, 850, 1753]
list-item bbox=[436, 1876, 771, 1911]
